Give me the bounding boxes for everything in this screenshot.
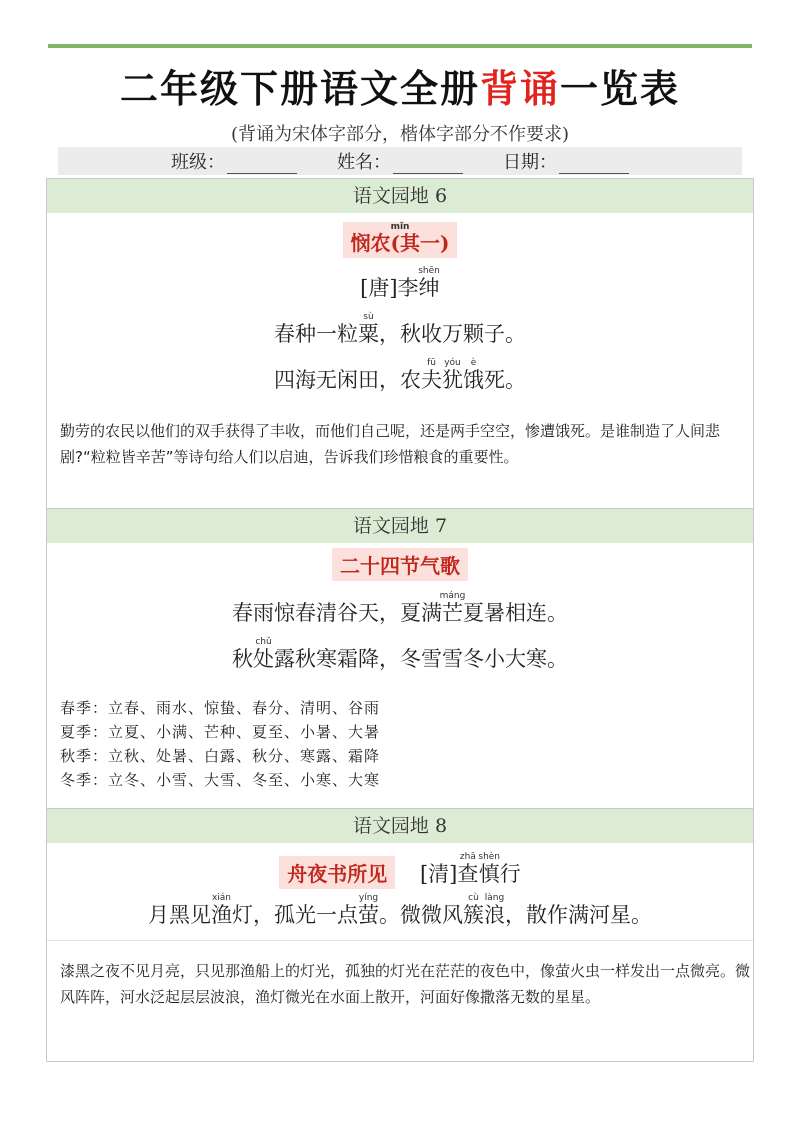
pinyin: cù (463, 893, 484, 903)
date-field[interactable] (503, 148, 629, 174)
pinyin: shèn (478, 852, 501, 862)
pinyin: làng (484, 893, 505, 903)
annotated-char: 簇 (463, 903, 484, 927)
annotated-char: 处 (253, 647, 274, 671)
class-field[interactable] (171, 148, 297, 174)
poem-title-ruby (350, 222, 450, 255)
poem-title-zhouye-row (0, 852, 800, 889)
season-row-spring: 春季：立春、雨水、惊蛰、春分、清明、谷雨 (60, 699, 381, 717)
line-text: 。微微风 (379, 903, 463, 927)
subtitle: (背诵为宋体字部分，楷体字部分不作要求) (230, 124, 570, 145)
season-list (60, 696, 380, 792)
pinyin: xián (211, 893, 232, 903)
pinyin: chǔ (253, 637, 274, 647)
season-row-autumn: 秋季：立秋、处暑、白露、秋分、寒露、霜降 (60, 747, 381, 765)
line-text: 灯，孤光一点 (232, 903, 358, 927)
poem-line-2 (0, 358, 800, 394)
author-text: [清] (419, 862, 458, 886)
annotated-char: 夫 (421, 368, 442, 392)
page-title (0, 58, 800, 113)
title-part: 一览表 (560, 67, 681, 111)
line-text: 露秋寒霜降，冬雪雪冬小大寒。 (274, 647, 568, 671)
line-text: 秋 (232, 647, 253, 671)
pinyin: shēn (418, 266, 440, 276)
pinyin: è (463, 358, 484, 368)
line-text: 春雨惊春清谷天，夏满 (231, 601, 442, 625)
author-char: 查 (457, 862, 479, 886)
poem-line-1 (0, 312, 800, 348)
poem-title-box: 二十四节气歌 (332, 548, 468, 581)
author-text: [唐]李 (360, 276, 419, 300)
date-blank[interactable] (559, 156, 629, 174)
poem-line-2 (0, 637, 800, 673)
pinyin: máng (439, 591, 466, 601)
annotated-char: 粟 (358, 322, 379, 346)
name-label: 姓名： (337, 152, 391, 173)
poem-title-minnong (0, 222, 800, 258)
poem-title-box (343, 222, 458, 258)
section-heading-7: 语文园地 7 (47, 509, 753, 543)
author-text: 行 (499, 862, 521, 886)
pinyin: sù (358, 312, 379, 322)
line-text: 月黑见 (148, 903, 211, 927)
annotated-char: 渔 (211, 903, 232, 927)
info-bar (58, 147, 742, 175)
annotated-char: 浪 (484, 903, 505, 927)
season-row-winter: 冬季：立冬、小雪、大雪、冬至、小寒、大寒 (60, 771, 381, 789)
explanation-zhouye: 漆黑之夜不见月亮，只见那渔船上的灯光，孤独的灯光在茫茫的夜色中，像萤火虫一样发出一点微亮。微风阵阵，河水泛起层层波浪，渔灯微光在水面上散开，河面好像撒落无数的星星。 (60, 962, 751, 1006)
section-heading-6: 语文园地 6 (47, 179, 753, 213)
poem-line (0, 893, 800, 929)
line-text: 死。 (484, 368, 526, 392)
section-divider (47, 940, 753, 941)
line-text: ，秋收万颗子。 (379, 322, 526, 346)
author-char: 绅 (418, 276, 440, 300)
class-label: 班级： (171, 152, 225, 173)
pinyin: fū (421, 358, 442, 368)
poem-line-1 (0, 591, 800, 627)
name-blank[interactable] (393, 156, 463, 174)
line-text: 春种一粒 (274, 322, 358, 346)
line-text: 夏暑相连。 (462, 601, 568, 625)
annotated-char: 犹 (442, 368, 463, 392)
pinyin: yíng (358, 893, 379, 903)
pinyin: zhā (457, 852, 479, 862)
line-text: ，散作满河星。 (505, 903, 652, 927)
top-rule (48, 44, 752, 48)
date-label: 日期： (503, 152, 557, 173)
annotated-char: 芒 (439, 601, 466, 625)
pinyin: yóu (442, 358, 463, 368)
pinyin: mǐn (350, 222, 450, 232)
section-heading-8: 语文园地 8 (47, 809, 753, 843)
poem-author (0, 266, 800, 302)
name-field[interactable] (337, 148, 463, 174)
class-blank[interactable] (227, 156, 297, 174)
season-row-summer: 夏季：立夏、小满、芒种、夏至、小暑、大暑 (60, 723, 381, 741)
poem-title-box: 舟夜书所见 (279, 856, 395, 889)
explanation-minnong: 勤劳的农民以他们的双手获得了丰收，而他们自己呢，还是两手空空，惨遭饿死。是谁制造了人间悲剧?“粒粒皆辛苦”等诗句给人们以启迪，告诉我们珍惜粮食的重要性。 (60, 422, 721, 466)
poem-title-jieqi (0, 548, 800, 581)
poem-title-text: 悯农(其一) (350, 231, 450, 255)
annotated-char: 萤 (358, 903, 379, 927)
line-text: 四海无闲田，农 (274, 368, 421, 392)
annotated-char: 饿 (463, 368, 484, 392)
title-part: 二年级下册语文全册 (119, 67, 480, 111)
title-highlight: 背诵 (479, 67, 560, 111)
author-char: 慎 (478, 862, 500, 886)
